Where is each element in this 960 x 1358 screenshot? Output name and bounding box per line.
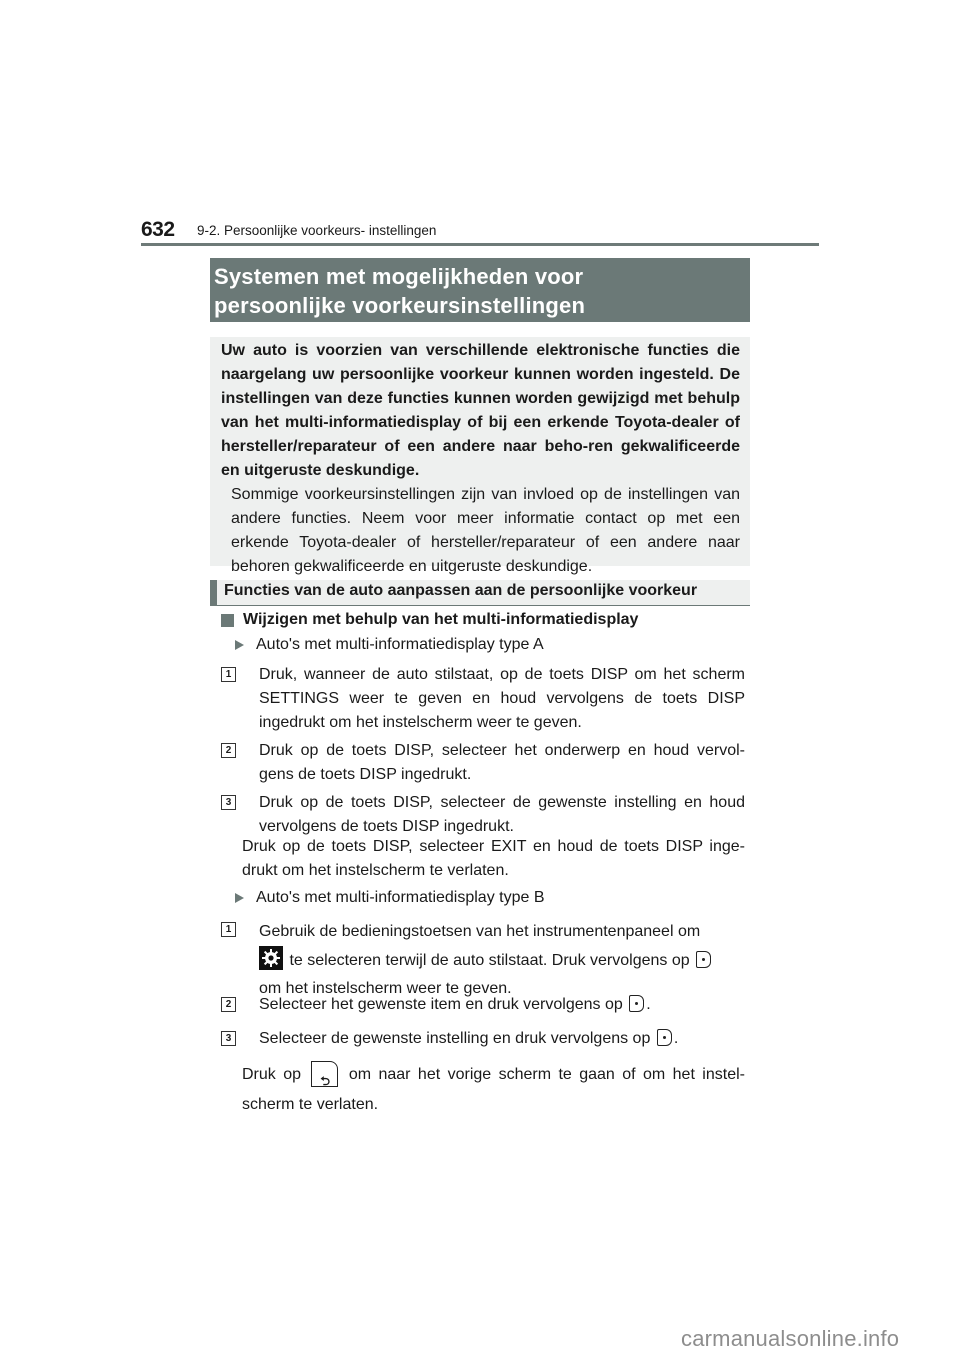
triangle-bullet-icon <box>235 640 244 650</box>
type-b-step-1 <box>221 918 745 1003</box>
step-text-part: Gebruik de bedieningstoetsen van het instrumentenpaneel om <box>259 923 701 940</box>
intro-summary: Uw auto is voorzien van verschillende elektronische functies die naargelang uw persoonlijke voorkeur kunnen worden ingesteld. De instellingen van deze functies kunnen worden gewijzigd met behulp van het multi-informatiedisplay of bij een erkende Toyota-dealer of hersteller/reparateur of een andere naar beho-ren gekwalificeerde en uitgeruste deskundige. <box>221 342 740 479</box>
step-text-part: om het instelscherm weer te geven. <box>259 980 512 997</box>
step-number-icon: 2 <box>221 997 236 1012</box>
enter-button-icon <box>657 1029 672 1046</box>
page-number: 632 <box>141 218 175 241</box>
watermark: carmanualsonline.info <box>681 1326 900 1351</box>
step-text-part: Selecteer de gewenste instelling en druk vervolgens op <box>259 1030 651 1047</box>
type-a-exit-text: Druk op de toets DISP, selecteer EXIT en houd de toets DISP inge-drukt om het instelscherm te verlaten. <box>242 838 745 879</box>
step-number-icon: 1 <box>221 667 236 682</box>
intro-note: Sommige voorkeursinstellingen zijn van invloed op de instellingen van andere functies. Neem voor meer informatie contact op met een erkende Toyota-dealer of hersteller/reparateur of een andere naar behoren gekwalificeerde en uitgeruste deskundige. <box>231 486 740 575</box>
step-suffix: . <box>646 996 651 1013</box>
page-title <box>210 258 750 322</box>
type-b-step-2 <box>221 993 745 1017</box>
step-number-icon: 3 <box>221 795 236 810</box>
step-text-part: Selecteer het gewenste item en druk vervolgens op <box>259 996 623 1013</box>
title-line-2: persoonlijke voorkeursinstellingen <box>214 293 586 318</box>
step-number-icon: 2 <box>221 743 236 758</box>
section-heading <box>221 609 638 631</box>
enter-button-icon <box>696 951 711 968</box>
square-bullet-icon <box>221 614 234 627</box>
triangle-bullet-icon <box>235 893 244 903</box>
step-text: Druk, wanneer de auto stilstaat, op de toets DISP om het scherm SETTINGS weer te geven en houd vervolgens de toets DISP ingedrukt om het instelscherm weer te geven. <box>259 666 745 731</box>
step-text: Druk op de toets DISP, selecteer de gewenste instelling en houd vervolgens de toets DISP ingedrukt. <box>259 794 745 835</box>
title-line-1: Systemen met mogelijkheden voor <box>214 264 584 289</box>
type-a-label <box>235 634 544 656</box>
step-text <box>259 918 745 1003</box>
running-head <box>141 216 819 246</box>
type-a-step-1 <box>221 663 745 735</box>
section-reference: 9-2. Persoonlijke voorkeurs- instellingen <box>197 223 437 238</box>
subheading: Functies van de auto aanpassen aan de persoonlijke voorkeur <box>210 580 750 606</box>
intro-box <box>210 337 750 575</box>
type-b-back-text <box>242 1060 745 1120</box>
enter-button-icon <box>629 995 644 1012</box>
type-a-step-2 <box>221 739 745 787</box>
back-text-part: om naar het vorige scherm te gaan of om het instel-scherm te verlaten. <box>242 1066 745 1113</box>
type-b-step-3 <box>221 1027 745 1051</box>
step-text: Druk op de toets DISP, selecteer het onderwerp en houd vervol-gens de toets DISP ingedrukt. <box>259 742 745 783</box>
step-text <box>259 993 745 1017</box>
type-a-label-text: Auto's met multi-informatiedisplay type A <box>256 636 544 653</box>
step-text-part: te selecteren terwijl de auto stilstaat. Druk vervolgens op <box>285 952 690 969</box>
step-suffix: . <box>673 1030 679 1047</box>
back-button-icon: ⮌ <box>311 1061 338 1087</box>
gear-icon <box>259 946 283 970</box>
type-a-step-3 <box>221 791 745 839</box>
step-number-icon: 3 <box>221 1031 236 1046</box>
section-heading-text: Wijzigen met behulp van het multi-informatiedisplay <box>243 611 639 628</box>
type-b-label-text: Auto's met multi-informatiedisplay type B <box>256 889 545 906</box>
type-b-label <box>235 887 545 909</box>
step-text <box>259 1027 745 1051</box>
header-rule <box>141 243 819 246</box>
step-number-icon: 1 <box>221 922 236 937</box>
back-text-part: Druk op <box>242 1066 301 1083</box>
